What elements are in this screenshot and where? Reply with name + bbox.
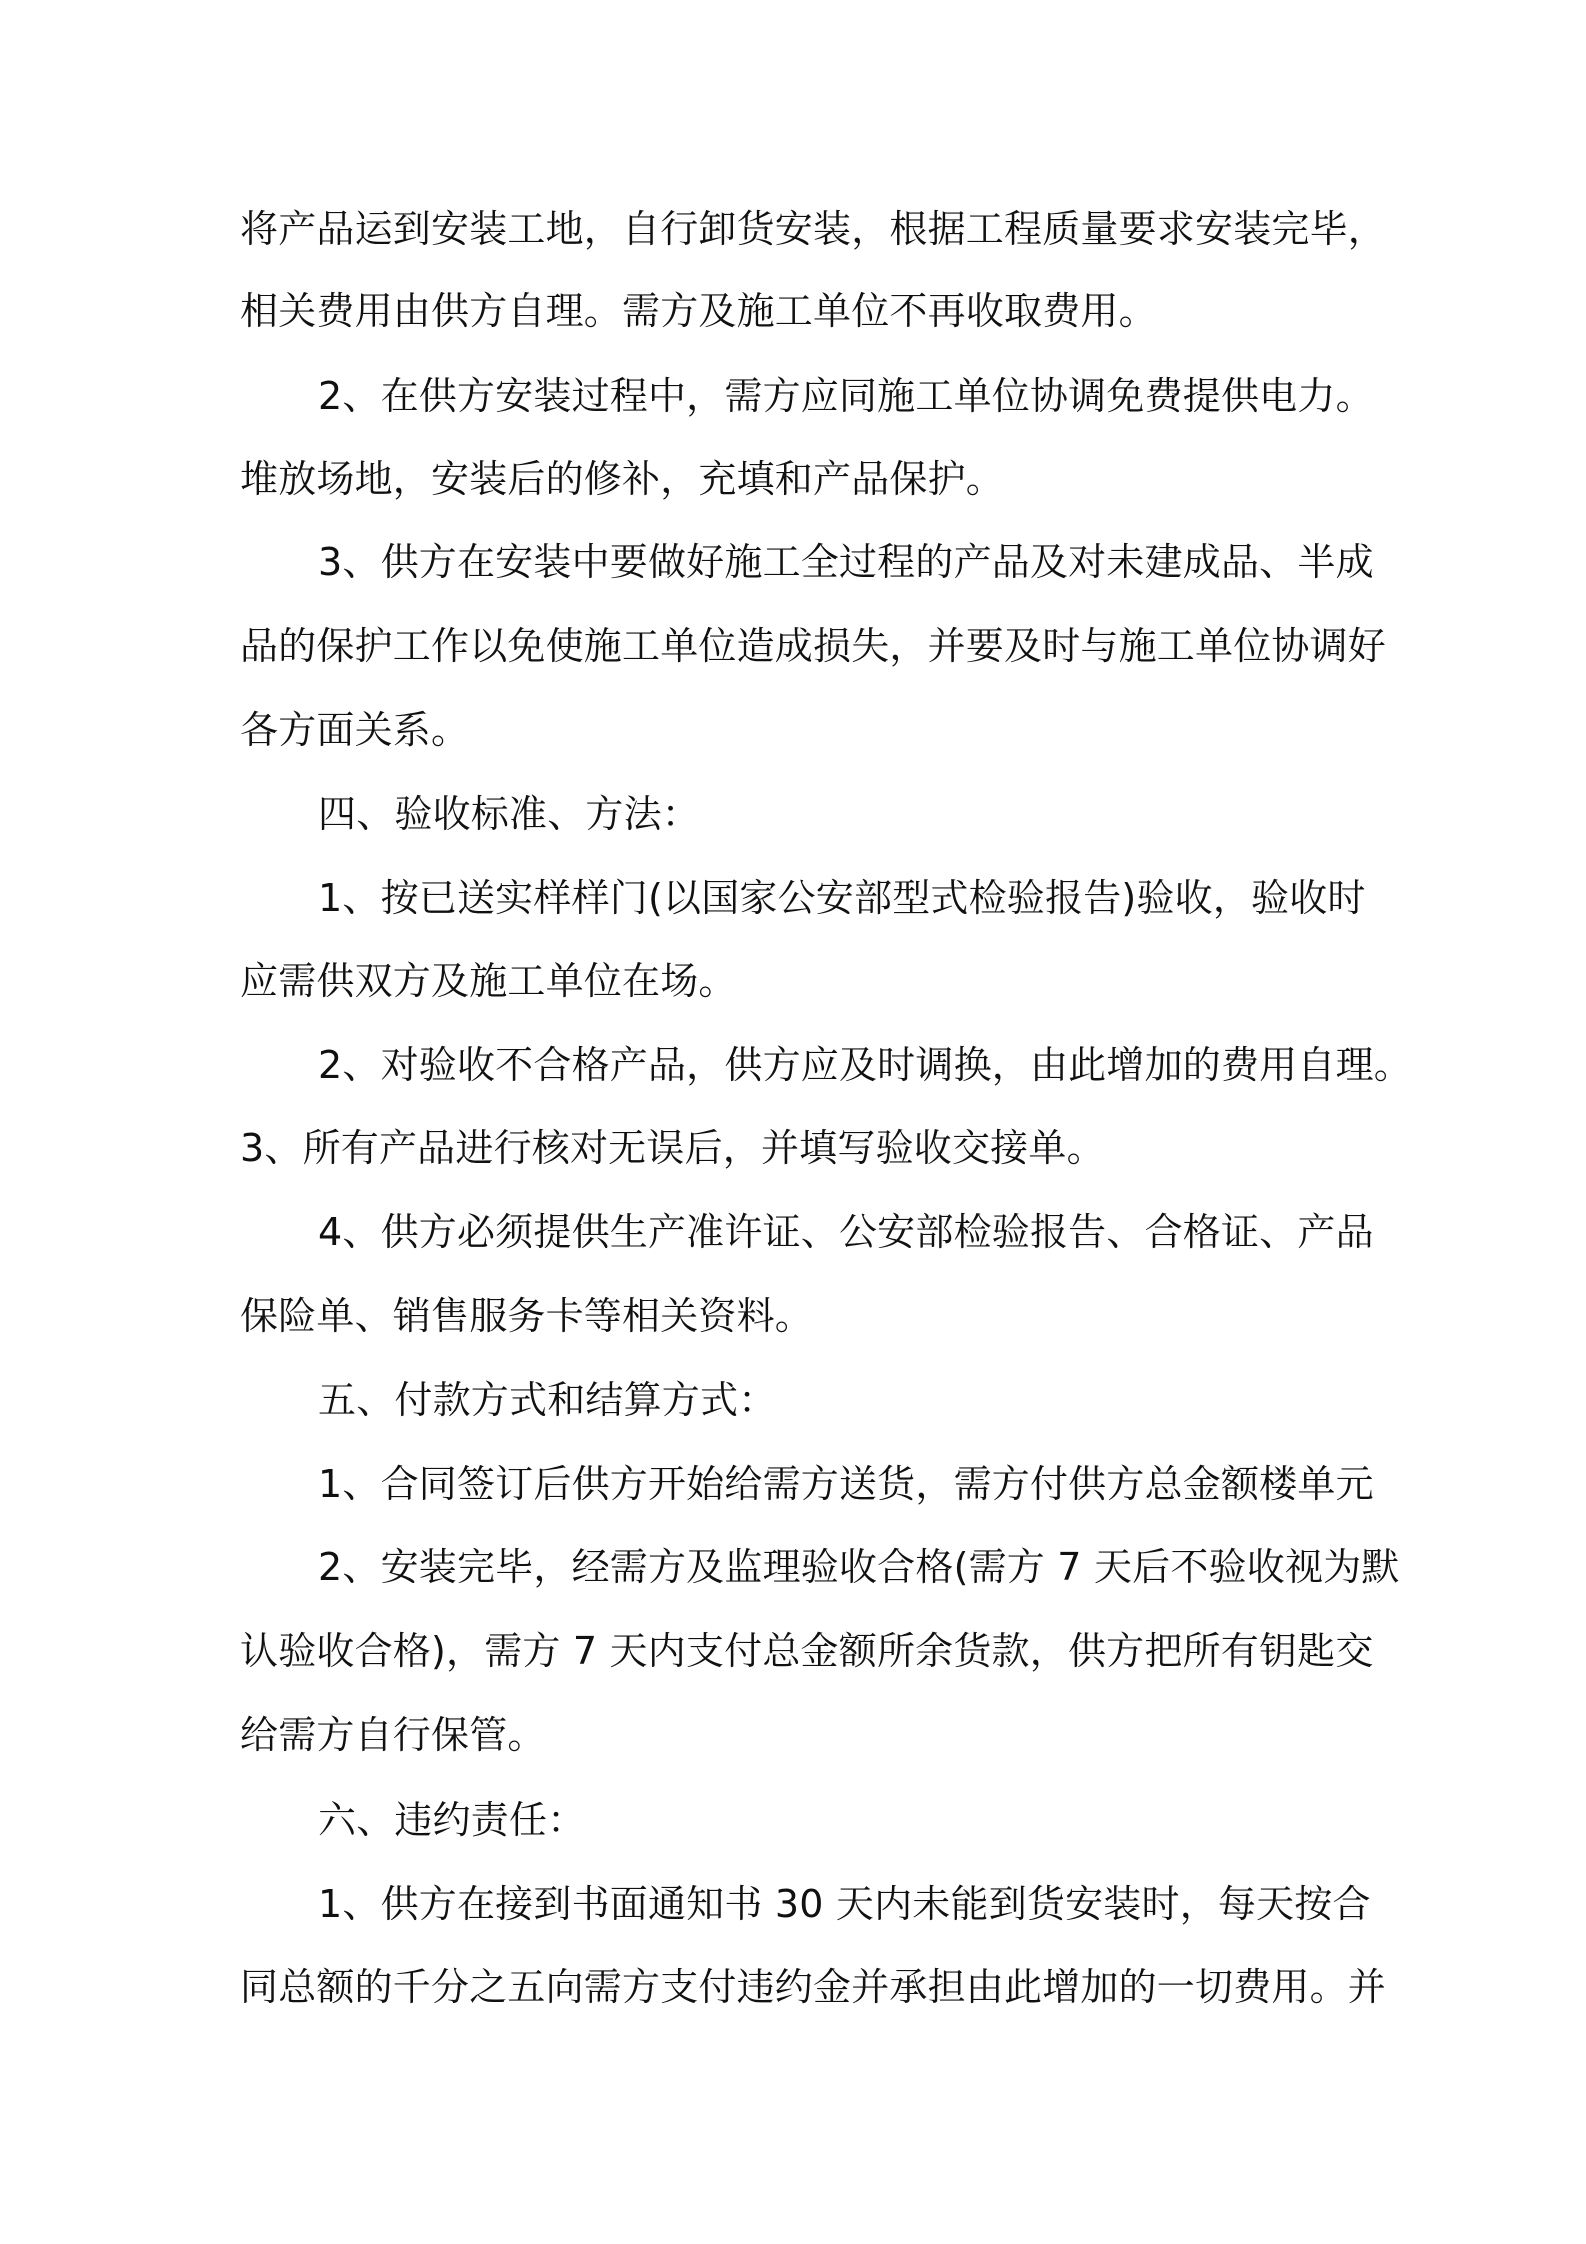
text-line: 给需方自行保管。: [240, 1713, 546, 1757]
text-line: 2、对验收不合格产品，供方应及时调换，由此增加的费用自理。: [318, 1043, 1412, 1087]
text-line: 3、所有产品进行核对无误后，并填写验收交接单。: [240, 1126, 1105, 1170]
section-heading: 六、违约责任：: [318, 1798, 586, 1842]
section-heading: 四、验收标准、方法：: [318, 792, 701, 836]
text-line: 4、供方必须提供生产准许证、公安部检验报告、合格证、产品: [318, 1210, 1374, 1254]
text-line: 堆放场地，安装后的修补，充填和产品保护。: [240, 457, 1005, 501]
text-line: 认验收合格)，需方 7 天内支付总金额所余货款，供方把所有钥匙交: [240, 1629, 1374, 1673]
text-line: 3、供方在安装中要做好施工全过程的产品及对未建成品、半成: [318, 540, 1374, 584]
section-heading: 五、付款方式和结算方式：: [318, 1378, 777, 1422]
text-line: 相关费用由供方自理。需方及施工单位不再收取费用。: [240, 289, 1157, 333]
text-line: 品的保护工作以免使施工单位造成损失，并要及时与施工单位协调好: [240, 624, 1387, 668]
text-line: 1、供方在接到书面通知书 30 天内未能到货安装时，每天按合: [318, 1882, 1371, 1926]
text-line: 同总额的千分之五向需方支付违约金并承担由此增加的一切费用。并: [240, 1965, 1387, 2009]
text-line: 各方面关系。: [240, 708, 470, 752]
text-line: 1、合同签订后供方开始给需方送货，需方付供方总金额楼单元: [318, 1462, 1374, 1506]
text-line: 2、安装完毕，经需方及监理验收合格(需方 7 天后不验收视为默: [318, 1545, 1400, 1589]
text-line: 2、在供方安装过程中，需方应同施工单位协调免费提供电力。: [318, 374, 1374, 418]
text-line: 保险单、销售服务卡等相关资料。: [240, 1294, 814, 1338]
text-line: 1、按已送实样样门(以国家公安部型式检验报告)验收，验收时: [318, 876, 1366, 920]
text-line: 将产品运到安装工地，自行卸货安装，根据工程质量要求安装完毕，: [240, 207, 1387, 251]
text-line: 应需供双方及施工单位在场。: [240, 959, 737, 1003]
